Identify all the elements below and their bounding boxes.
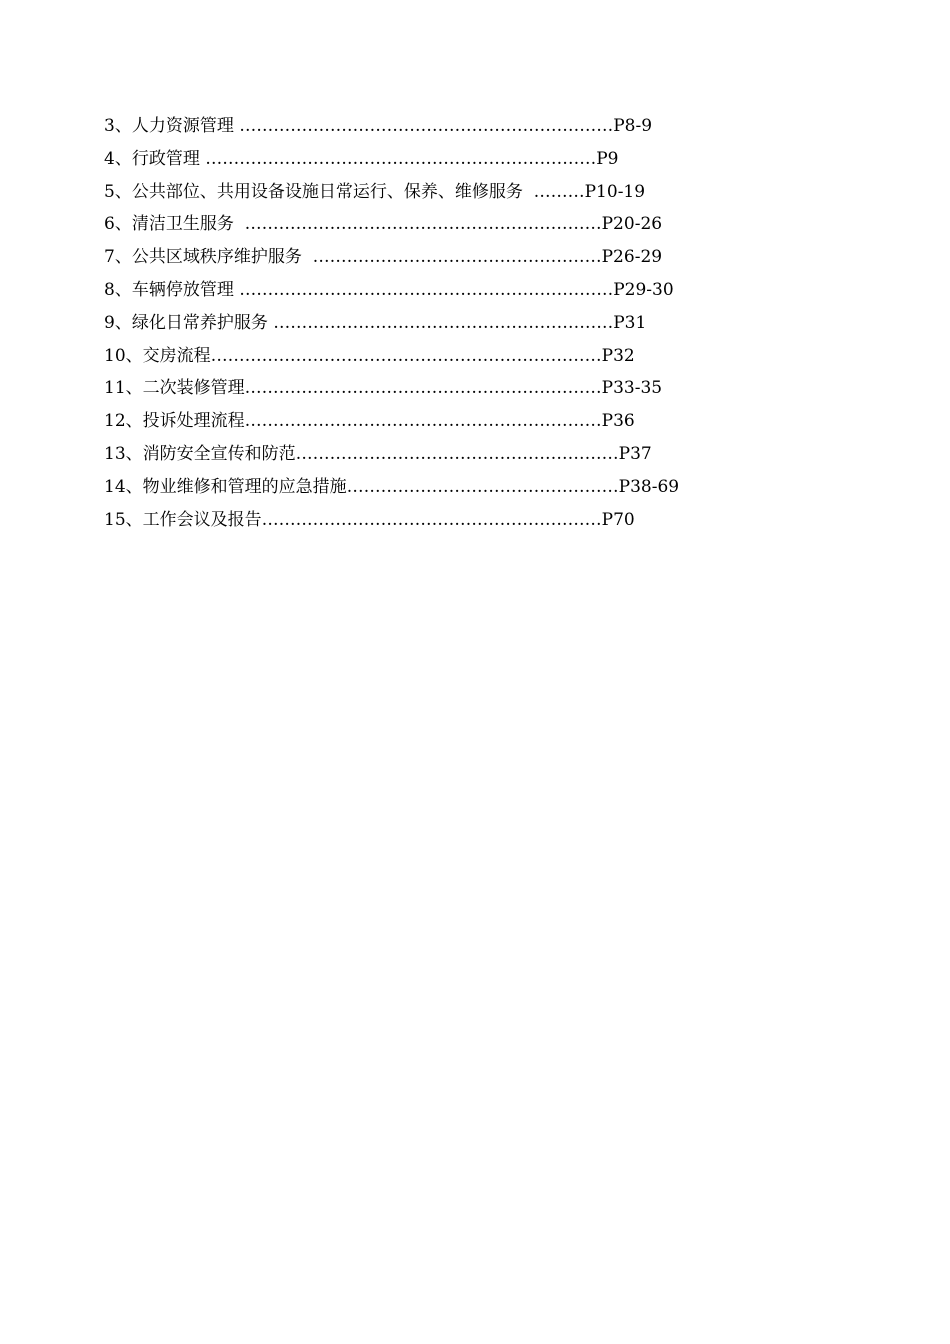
toc-entry-12: 12、投诉处理流程………………………………………………………P36 <box>104 411 635 432</box>
toc-entry-8: 8、车辆停放管理 …………………………………………………………P29-30 <box>104 279 674 300</box>
toc-entry-10: 10、交房流程……………………………………………………………P32 <box>104 345 635 366</box>
toc-entry-6: 6、清洁卫生服务 ………………………………………………………P20-26 <box>104 214 663 235</box>
toc-entry-11: 11、二次装修管理………………………………………………………P33-35 <box>104 378 663 399</box>
toc-entry-14: 14、物业维修和管理的应急措施…………………………………………P38-69 <box>104 476 680 497</box>
toc-entry-5: 5、公共部位、共用设备设施日常运行、保养、维修服务 ………P10-19 <box>104 181 646 202</box>
table-of-contents <box>104 110 744 536</box>
toc-entry-13: 13、消防安全宣传和防范…………………………………………………P37 <box>104 443 652 464</box>
toc-entry-4: 4、行政管理 ……………………………………………………………P9 <box>104 148 619 169</box>
toc-entry-7: 7、公共区域秩序维护服务 ……………………………………………P26-29 <box>104 247 663 268</box>
toc-entry-9: 9、绿化日常养护服务 ……………………………………………………P31 <box>104 312 647 333</box>
toc-entry-3: 3、人力资源管理 …………………………………………………………P8-9 <box>104 116 653 136</box>
toc-entry-15: 15、工作会议及报告……………………………………………………P70 <box>104 509 635 530</box>
